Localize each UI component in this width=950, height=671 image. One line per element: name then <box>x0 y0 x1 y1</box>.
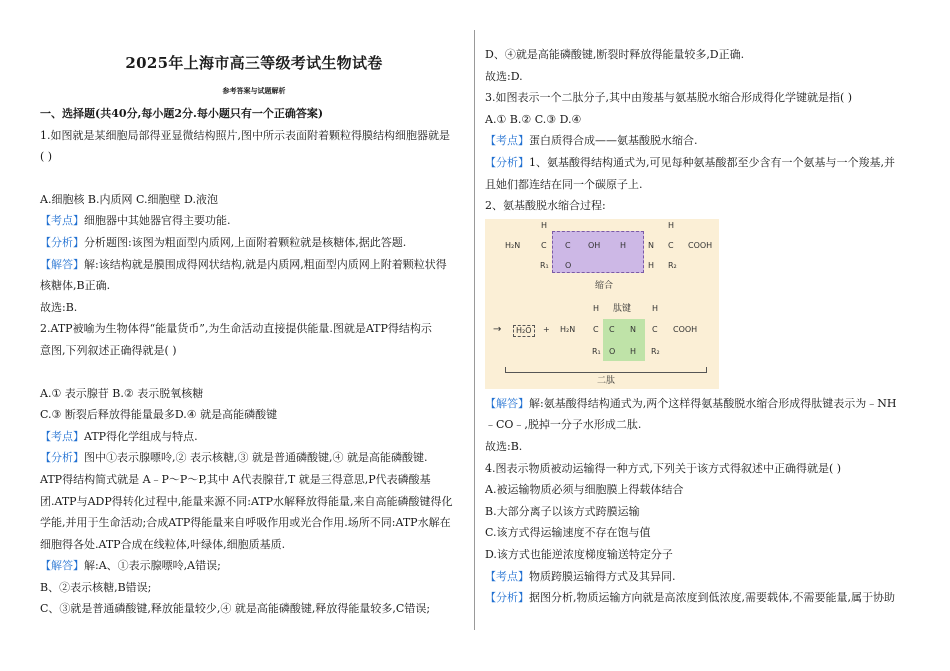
kaodian-tag: 【考点】 <box>40 429 84 443</box>
c-4: C <box>593 324 599 334</box>
c-2: C <box>565 240 571 250</box>
q3-answer: 故选:B. <box>485 439 523 453</box>
q1-jieda-cont: 核糖体,B正确. <box>40 279 111 293</box>
suohe-label: 缩合 <box>595 280 614 291</box>
q2-jieda-d: D、④就是高能磷酸键,断裂时释放得能量较多,D正确. <box>485 48 745 61</box>
q2-options-ab: A.① 表示腺苷 B.② 表示脱氧核糖 <box>40 386 204 400</box>
arrow: → <box>493 323 502 335</box>
n-1: N <box>648 240 654 250</box>
q1-jieda: 【解答】解:该结构就是膜围成得网状结构,就是内质网,粗面型内质网上附着颗粒状得 <box>40 257 447 271</box>
oh: OH <box>588 240 601 250</box>
q4-stem: 4.图表示物质被动运输得一种方式,下列关于该方式得叙述中正确得就是( ) <box>485 461 842 475</box>
ertai-label: 二肽 <box>597 375 616 386</box>
h2o: H₂O <box>513 325 535 337</box>
page-title: 2025年上海市高三等级考试生物试卷 <box>125 54 383 72</box>
q3-fenxi-cont: 且她们都连结在同一个碳原子上. <box>485 177 643 191</box>
q2-stem: 2.ATP被喻为生物体得“能量货币”,为生命活动直接提供能量.图就是ATP得结构示 <box>40 322 432 336</box>
h-mid: H <box>648 260 655 270</box>
q2-text-1: ATP得结构简式就是 A﹣P～P～P,其中 A代表腺苷,T 就是三得意思,P代表磷酸基 <box>40 472 431 486</box>
q1-options: A.细胞核 B.内质网 C.细胞壁 D.液泡 <box>40 192 218 206</box>
c-6: C <box>652 324 658 334</box>
c-5: C <box>609 324 615 334</box>
kaodian-tag: 【考点】 <box>40 214 84 228</box>
r1-bottom: R₁ <box>592 346 601 356</box>
q1-kaodian: 【考点】细胞器中其她器官得主要功能. <box>40 214 231 228</box>
plus: + <box>543 324 550 334</box>
bracket-line <box>505 367 707 373</box>
fenxi-tag: 【分析】 <box>485 155 529 169</box>
kaodian-tag: 【考点】 <box>485 134 529 148</box>
q2-answer: 故选:D. <box>485 69 523 83</box>
h-bottom: H <box>630 346 637 356</box>
q2-stem-cont: 意图,下列叙述正确得就是( ) <box>40 343 177 357</box>
h-top-1: H <box>541 220 548 230</box>
column-divider <box>474 30 475 630</box>
q1-stem-blank: ( ) <box>40 150 53 164</box>
q4-option-d: D.该方式也能逆浓度梯度输送特定分子 <box>485 547 673 561</box>
q2-text-3: 学能,并用于生命活动;合成ATP得能量来自呼吸作用或光合作用.场所不同:ATP水解在 <box>40 516 451 530</box>
cooh-1: COOH <box>688 240 713 250</box>
o-bottom: O <box>609 346 616 356</box>
q3-stem: 3.如图表示一个二肽分子,其中由羧基与氨基脱水缩合形成得化学键就是指( ) <box>485 91 853 105</box>
h-left: H <box>620 240 627 250</box>
q3-kaodian: 【考点】蛋白质得合成——氨基酸脱水缩合. <box>485 134 698 148</box>
q3-jieda-cont: ﹣CO﹣,脱掉一分子水形成二肽. <box>485 418 642 432</box>
q2-text-4: 细胞得各处.ATP合成在线粒体,叶绿体,细胞质基质. <box>40 537 286 551</box>
page-subtitle: 参考答案与试题解析 <box>222 86 286 95</box>
section-heading: 一、选择题(共40分,每小题2分.每小题只有一个正确答案) <box>40 107 324 120</box>
fenxi-tag: 【分析】 <box>485 591 529 605</box>
h-top-3: H <box>593 303 600 313</box>
q4-option-b: B.大部分离子以该方式跨膜运输 <box>485 504 640 518</box>
q1-fenxi: 【分析】分析题图:该图为粗面型内质网,上面附着颗粒就是核糖体,据此答题. <box>40 235 407 249</box>
r2-top: R₂ <box>668 260 677 270</box>
fenxi-tag: 【分析】 <box>40 451 84 465</box>
q4-option-c: C.该方式得运输速度不存在饱与值 <box>485 526 651 540</box>
q2-kaodian: 【考点】ATP得化学组成与特点. <box>40 429 198 443</box>
n-2: N <box>630 324 636 334</box>
jieda-tag: 【解答】 <box>40 257 84 271</box>
h2n-1: H₂N <box>505 240 521 250</box>
h-top-2: H <box>668 220 675 230</box>
q2-options-cd: C.③ 断裂后释放得能量最多D.④ 就是高能磷酸键 <box>40 408 278 422</box>
q2-jieda: 【解答】解:A、①表示腺嘌呤,A错误; <box>40 559 221 573</box>
jieda-tag: 【解答】 <box>485 396 529 410</box>
q3-fenxi-2: 2、氨基酸脱水缩合过程: <box>485 199 606 213</box>
cooh-2: COOH <box>673 324 698 334</box>
q4-option-a: A.被运输物质必须与细胞膜上得载体结合 <box>485 483 684 497</box>
c-1: C <box>541 240 547 250</box>
q2-jieda-c: C、③就是普通磷酸键,释放能量较少,④ 就是高能磷酸键,释放得能量较多,C错误; <box>40 602 431 616</box>
dipeptide-formation-figure <box>485 219 719 389</box>
c-3: C <box>668 240 674 250</box>
kaodian-tag: 【考点】 <box>485 569 529 583</box>
q1-answer: 故选:B. <box>40 300 78 314</box>
fenxi-tag: 【分析】 <box>40 235 84 249</box>
r2-bottom: R₂ <box>651 346 660 356</box>
jieda-tag: 【解答】 <box>40 559 84 573</box>
q4-fenxi: 【分析】据图分析,物质运输方向就是高浓度到低浓度,需要载体,不需要能量,属于协助 <box>485 591 895 605</box>
q2-text-2: 团.ATP与ADP得转化过程中,能量来源不同:ATP水解释放得能量,来自高能磷酸键得化 <box>40 494 453 508</box>
h-top-4: H <box>652 303 659 313</box>
left-column <box>40 103 468 620</box>
q2-jieda-b: B、②表示核糖,B错误; <box>40 580 152 594</box>
q4-kaodian: 【考点】物质跨膜运输得方式及其异同. <box>485 569 676 583</box>
r1-top: R₁ <box>540 260 549 270</box>
q3-jieda: 【解答】解:氨基酸得结构通式为,两个这样得氨基酸脱水缩合形成得肽键表示为﹣NH <box>485 396 897 410</box>
q1-stem: 1.如图就是某细胞局部得亚显微结构照片,图中所示表面附着颗粒得膜结构细胞器就是 <box>40 128 450 142</box>
o-top: O <box>565 260 572 270</box>
q3-fenxi: 【分析】1、氨基酸得结构通式为,可见每种氨基酸都至少含有一个氨基与一个羧基,并 <box>485 155 895 169</box>
taijian-label: 肽键 <box>613 303 632 314</box>
q3-options: A.① B.② C.③ D.④ <box>485 112 582 126</box>
h2n-2: H₂N <box>560 324 576 334</box>
q2-fenxi: 【分析】图中①表示腺嘌呤,② 表示核糖,③ 就是普通磷酸键,④ 就是高能磷酸键. <box>40 451 428 465</box>
right-column <box>485 44 913 609</box>
